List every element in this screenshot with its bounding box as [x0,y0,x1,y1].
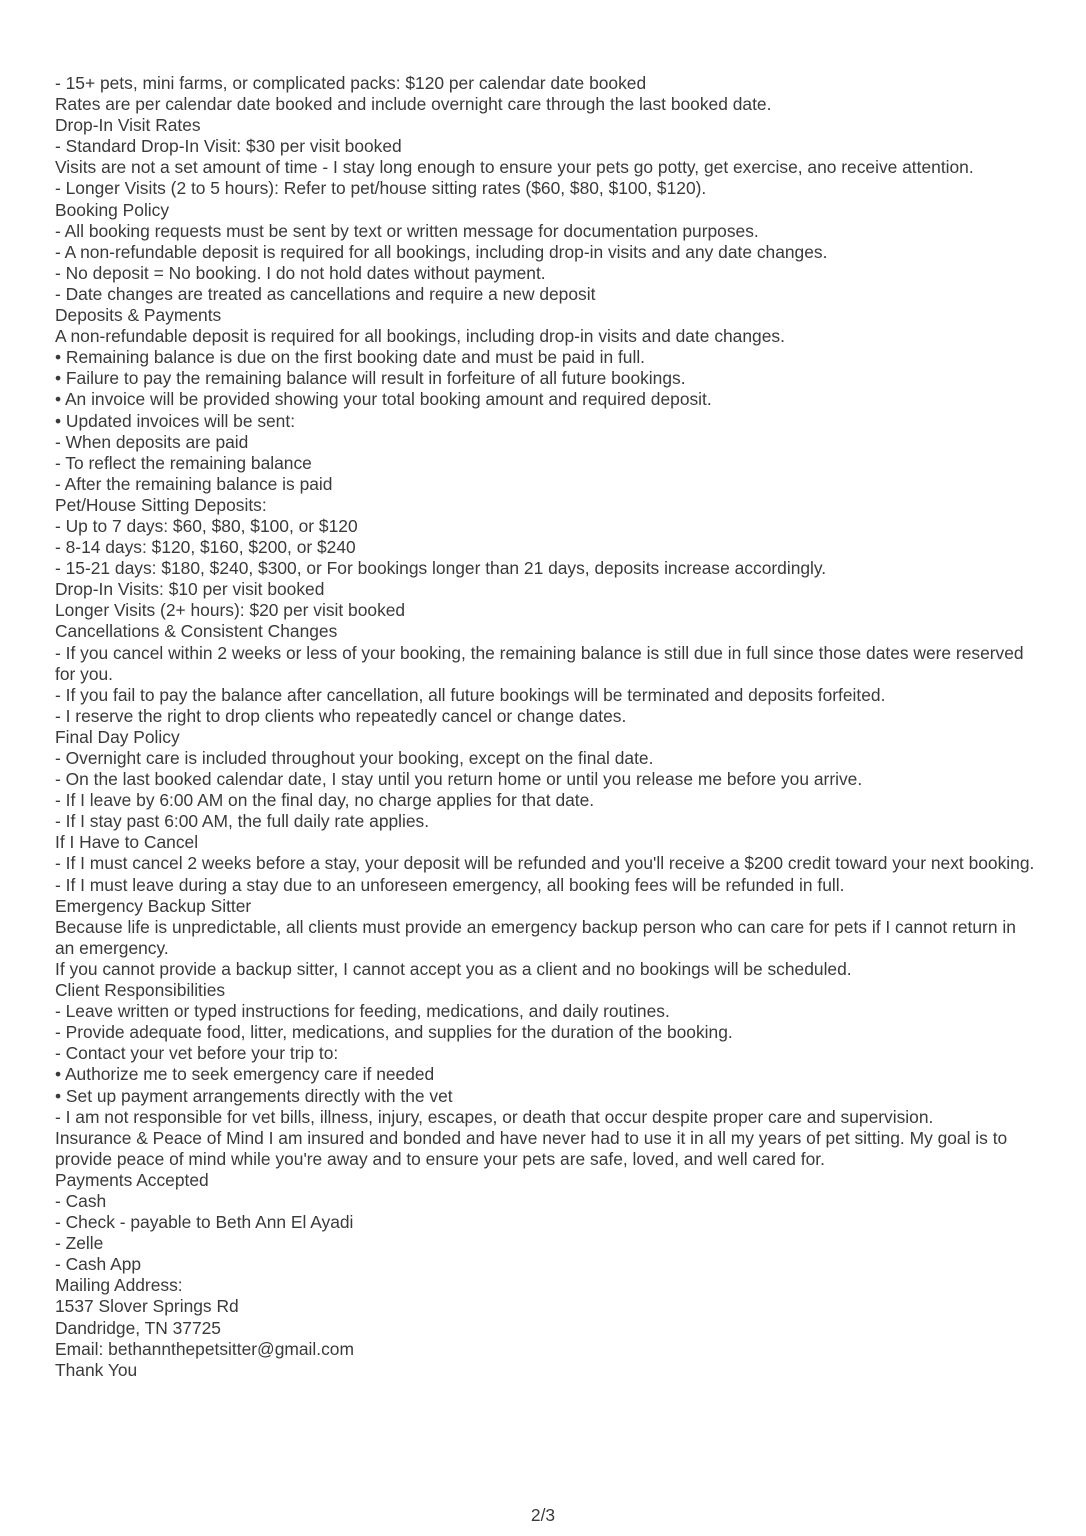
document-body [55,73,1040,1381]
text-line: - Check - payable to Beth Ann El Ayadi [55,1212,354,1233]
text-line: - If I must cancel 2 weeks before a stay, your deposit will be refunded and you'll receive a $200 credit toward your next booking. [55,853,1035,874]
text-line: If I Have to Cancel [55,832,199,853]
text-line: A non-refundable deposit is required for all bookings, including drop-in visits and date changes. [55,326,785,347]
text-line: • Updated invoices will be sent: [55,410,296,431]
text-line: - Standard Drop-In Visit: $30 per visit booked [55,136,402,157]
text-line: Final Day Policy [55,726,180,747]
text-line: Drop-In Visits: $10 per visit booked [55,579,325,600]
text-line: Drop-In Visit Rates [55,115,201,136]
text-line: Pet/House Sitting Deposits: [55,494,267,515]
text-line: Because life is unpredictable, all clients must provide an emergency backup person who can care for pets if I cannot return in an emergency. [55,916,1016,958]
text-line: - After the remaining balance is paid [55,473,333,494]
text-line: - Longer Visits (2 to 5 hours): Refer to pet/house sitting rates ($60, $80, $100, $120). [55,178,707,199]
text-line: - If I must leave during a stay due to an unforeseen emergency, all booking fees will be refunded in full. [55,874,845,895]
text-line: - I reserve the right to drop clients who repeatedly cancel or change dates. [55,705,627,726]
text-line: 1537 Slover Springs Rd [55,1296,239,1317]
text-line: - On the last booked calendar date, I stay until you return home or until you release me before you arrive. [55,769,863,790]
text-line: Rates are per calendar date booked and include overnight care through the last booked date. [55,94,772,115]
text-line: - Up to 7 days: $60, $80, $100, or $120 [55,515,358,536]
text-line: Deposits & Payments [55,305,222,326]
text-line: - To reflect the remaining balance [55,452,312,473]
text-line: - When deposits are paid [55,431,249,452]
text-line: - 15+ pets, mini farms, or complicated packs: $120 per calendar date booked [55,73,647,93]
text-line: Mailing Address: [55,1275,183,1296]
text-line: Booking Policy [55,199,170,220]
text-line: Client Responsibilities [55,980,226,1001]
text-line: • An invoice will be provided showing your total booking amount and required deposit. [55,389,712,410]
text-line: - If you cancel within 2 weeks or less of your booking, the remaining balance is still due in full since those dates were reserved for you. [55,642,1024,684]
text-line: - I am not responsible for vet bills, illness, injury, escapes, or death that occur despite proper care and supervision. [55,1106,934,1127]
text-line: - Overnight care is included throughout your booking, except on the final date. [55,748,654,768]
text-line: - Cash [55,1190,107,1211]
text-line: - If I leave by 6:00 AM on the final day, no charge applies for that date. [55,790,595,811]
text-line: - Contact your vet before your trip to: [55,1043,339,1064]
text-line: Longer Visits (2+ hours): $20 per visit booked [55,600,406,621]
text-line: Dandridge, TN 37725 [55,1317,221,1338]
text-line: - If I stay past 6:00 AM, the full daily rate applies. [55,811,430,832]
text-line: Thank You [55,1359,138,1380]
text-line: - Provide adequate food, litter, medications, and supplies for the duration of the booking. [55,1022,733,1043]
text-line: - Zelle [55,1233,104,1254]
text-line: If you cannot provide a backup sitter, I cannot accept you as a client and no bookings will be scheduled. [55,958,852,979]
text-line: - 8-14 days: $120, $160, $200, or $240 [55,537,356,558]
text-line: - All booking requests must be sent by text or written message for documentation purposes. [55,220,759,241]
text-line: • Set up payment arrangements directly with the vet [55,1085,453,1106]
text-line: Cancellations & Consistent Changes [55,621,338,642]
text-line: • Remaining balance is due on the first booking date and must be paid in full. [55,347,646,368]
page-number: 2/3 [530,1505,556,1525]
text-line: - Leave written or typed instructions for feeding, medications, and daily routines. [55,1001,670,1022]
text-line: - No deposit = No booking. I do not hold dates without payment. [55,262,546,283]
text-line: • Failure to pay the remaining balance will result in forfeiture of all future bookings. [55,368,686,389]
text-line: Visits are not a set amount of time - I stay long enough to ensure your pets go potty, get exercise, ano receive attention. [55,157,974,178]
text-line: Email: bethannthepetsitter@gmail.com [55,1338,354,1359]
text-line: - Date changes are treated as cancellations and require a new deposit [55,283,596,304]
text-line: - 15-21 days: $180, $240, $300, or For bookings longer than 21 days, deposits increase accordingly. [55,558,827,579]
text-line: Emergency Backup Sitter [55,895,252,916]
text-line: Payments Accepted [55,1169,209,1190]
text-line: • Authorize me to seek emergency care if needed [55,1064,435,1085]
text-line: - Cash App [55,1254,142,1275]
text-line: - If you fail to pay the balance after cancellation, all future bookings will be terminated and deposits forfeited. [55,684,886,705]
text-line: Insurance & Peace of Mind I am insured and bonded and have never had to use it in all my years of pet sitting. My goal is to provide peace of mind while you're away and to ensure your pets are safe, loved, and well cared for. [55,1127,1008,1169]
text-line: - A non-refundable deposit is required for all bookings, including drop-in visits and any date changes. [55,241,828,262]
